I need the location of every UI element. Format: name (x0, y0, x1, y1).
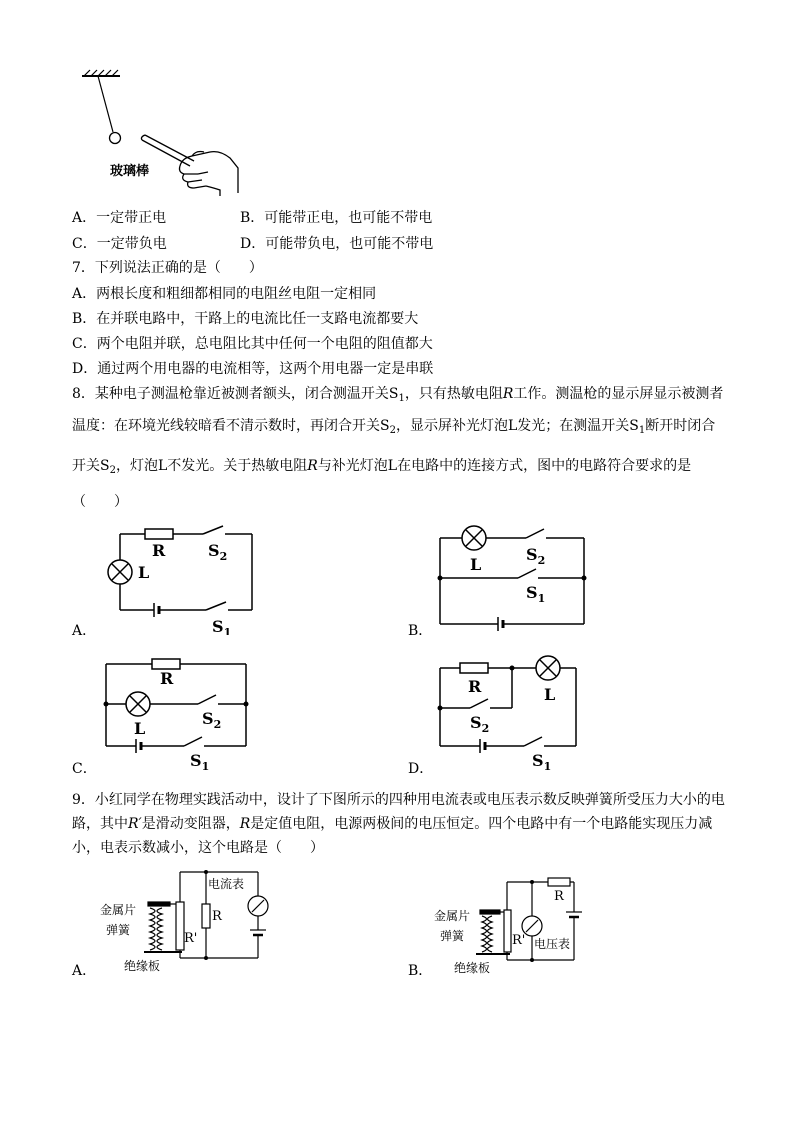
resistor-label: R (152, 541, 166, 560)
ammeter-label: 电流表 (208, 877, 245, 891)
resistor-label: R (554, 889, 564, 904)
q6-option-d[interactable]: D．可能带负电，也可能不带电 (240, 236, 434, 252)
resistor-label: R (212, 909, 222, 924)
switch-s1-label: $S_1$ (212, 617, 232, 635)
q8-circuit-d (432, 652, 592, 772)
switch-s1-label: $S_1$ (532, 751, 552, 772)
q8-label-b[interactable]: B． (408, 623, 433, 639)
q9-label-b[interactable]: B． (408, 963, 433, 979)
q7-option-d[interactable]: D．通过两个用电器的电流相等，这两个用电器一定是串联 (72, 361, 434, 377)
q8-label-d[interactable]: D． (408, 761, 434, 777)
q8-stem-line3: 开关$S_2$，灯泡L不发光。关于热敏电阻R与补光灯泡L在电路中的连接方式，图中的电路符合要求的是 (72, 458, 692, 476)
switch-s2-label: $S_2$ (202, 709, 222, 731)
q8-label-a[interactable]: A． (72, 623, 97, 639)
lamp-label: L (138, 563, 150, 582)
insulator-label: 绝缘板 (454, 961, 491, 975)
q6-option-c[interactable]: C．一定带负电 (72, 236, 167, 252)
switch-s2-label: $S_2$ (470, 713, 490, 735)
q6-option-a[interactable]: A．一定带正电 (72, 210, 167, 226)
q9-circuit-a (92, 866, 282, 976)
q7-option-c[interactable]: C．两个电阻并联，总电阻比其中任何一个电阻的阻值都大 (72, 336, 433, 352)
glass-rod (141, 135, 194, 166)
switch-s2-label: $S_2$ (208, 541, 228, 563)
q9-stem-line2: 路，其中R′是滑动变阻器，R是定值电阻，电源两极间的电压恒定。四个电路中有一个电路能实现压力减 (72, 816, 713, 832)
switch-s1-label: $S_1$ (190, 751, 210, 772)
q8-circuit-a (100, 520, 270, 635)
q7-option-a[interactable]: A．两根长度和粗细都相同的电阻丝电阻一定相同 (72, 286, 377, 302)
q8-label-c[interactable]: C． (72, 761, 97, 777)
q8-stem-line1: 8．某种电子测温枪靠近被测者额头，闭合测温开关$S_1$，只有热敏电阻R工作。测温枪的显示屏显示被测者 (72, 386, 724, 404)
rheostat-label: R' (184, 931, 198, 946)
spring-label: 弹簧 (440, 929, 465, 943)
q8-stem-line4: （ ） (72, 494, 128, 510)
q9-stem-line3: 小，电表示数减小，这个电路是（ ） (72, 840, 324, 856)
lamp-label: L (544, 685, 556, 704)
q8-stem-line2: 温度：在环境光线较暗看不清示数时，再闭合开关$S_2$，显示屏补光灯泡L发光；在测温开关$S_1$断开时闭合 (72, 418, 716, 436)
pendulum-figure (70, 68, 250, 198)
q7-stem: 7．下列说法正确的是（ ） (72, 260, 263, 276)
q6-option-b[interactable]: B．可能带正电，也可能不带电 (240, 210, 433, 226)
q9-stem-line1: 9．小红同学在物理实践活动中，设计了下图所示的四种用电流表或电压表示数反映弹簧所受压力大小的电 (72, 792, 725, 808)
q8-circuit-c (98, 654, 258, 772)
lamp-label: L (470, 555, 482, 574)
insulator-label: 绝缘板 (124, 959, 161, 973)
q7-option-b[interactable]: B．在并联电路中，干路上的电流比任一支路电流都要大 (72, 311, 419, 327)
metal-plate-label: 金属片 (100, 903, 137, 917)
q9-circuit-b (430, 876, 590, 976)
q9-label-a[interactable]: A． (72, 963, 97, 979)
rod-label: 玻璃棒 (110, 164, 150, 179)
spring-label: 弹簧 (106, 923, 131, 937)
switch-s2-label: $S_2$ (526, 545, 546, 567)
q8-circuit-b (430, 518, 600, 638)
rheostat-label: R' (512, 933, 526, 948)
metal-plate-label: 金属片 (434, 909, 471, 923)
resistor-label: R (468, 677, 482, 696)
switch-s1-label: $S_1$ (526, 583, 546, 605)
voltmeter-label: 电压表 (534, 937, 571, 951)
resistor-label: R (160, 669, 174, 688)
lamp-label: L (134, 719, 146, 738)
